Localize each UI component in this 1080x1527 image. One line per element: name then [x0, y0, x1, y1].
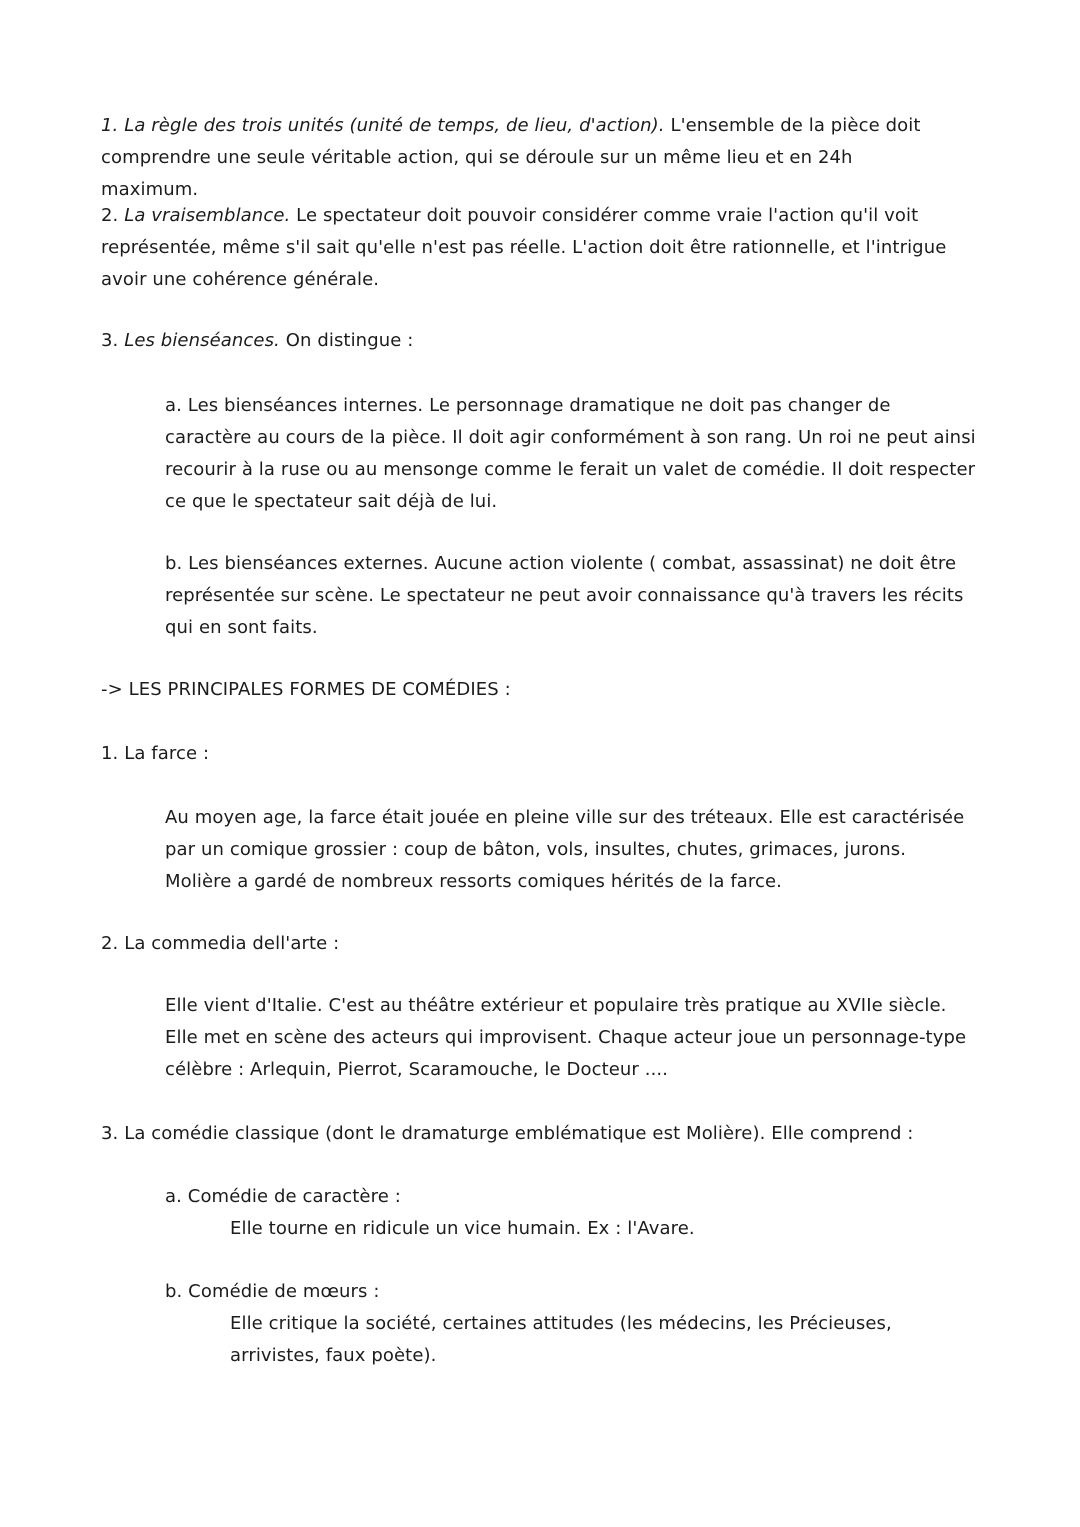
- bienseances-externes: [165, 548, 975, 644]
- rule-vraisemblance-title: La vraisemblance.: [124, 205, 291, 226]
- rule-vraisemblance-text: Le spectateur doit pouvoir considérer comme vraie l'action qu'il voit représentée, même s'il sait qu'elle n'est pas réelle. L'action doit être rationnelle, et l'intrigue avoir une cohérence générale.: [101, 205, 947, 290]
- rule-unites-text: L'ensemble de la pièce doit comprendre une seule véritable action, qui se déroule sur un même lieu et en 24h maximum.: [101, 115, 921, 200]
- moeurs-text: Elle critique la société, certaines attitudes (les médecins, les Précieuses, arrivistes, faux poète).: [230, 1313, 892, 1366]
- commedia-title: 2. La commedia dell'arte :: [101, 933, 340, 954]
- rule-vraisemblance-number: 2.: [101, 205, 119, 226]
- commedia-text: Elle vient d'Italie. C'est au théâtre extérieur et populaire très pratique au XVIIe siècle. Elle met en scène des acteurs qui improvisent. Chaque acteur joue un personnage-type célèbre : Arlequin, Pierrot, Scaramouche, le Docteur ....: [165, 995, 967, 1080]
- moeurs-label: b. Comédie de mœurs :: [165, 1281, 380, 1302]
- bienseances-externes-text: Aucune action violente ( combat, assassinat) ne doit être représentée sur scène. Le spectateur ne peut avoir connaissance qu'à travers les récits qui en sont faits.: [165, 553, 964, 638]
- rule-bienseances-title: Les bienséances.: [124, 330, 280, 351]
- comedies-heading: -> LES PRINCIPALES FORMES DE COMÉDIES :: [101, 679, 511, 700]
- rule-bienseances-text: On distingue :: [285, 330, 414, 351]
- bienseances-internes: [165, 390, 980, 518]
- rule-unites: [101, 110, 931, 206]
- bienseances-externes-label: b. Les bienséances externes.: [165, 553, 429, 574]
- farce-title: 1. La farce :: [101, 743, 210, 764]
- farce-text: Au moyen age, la farce était jouée en pleine ville sur des tréteaux. Elle est caractérisée par un comique grossier : coup de bâton, vols, insultes, chutes, grimaces, jurons. Molière a gardé de nombreux ressorts comiques hérités de la farce.: [165, 807, 965, 892]
- caractere-label: a. Comédie de caractère :: [165, 1186, 401, 1207]
- bienseances-internes-text: Le personnage dramatique ne doit pas changer de caractère au cours de la pièce. Il doit agir conformément à son rang. Un roi ne peut ainsi recourir à la ruse ou au mensonge comme le ferait un valet de comédie. Il doit respecter ce que le spectateur sait déjà de lui.: [165, 395, 976, 512]
- rule-unites-title: 1. La règle des trois unités (unité de temps, de lieu, d'action).: [101, 115, 665, 136]
- rule-bienseances: [101, 325, 981, 357]
- rule-vraisemblance: [101, 200, 981, 296]
- classique-title: 3. La comédie classique (dont le dramaturge emblématique est Molière). Elle comprend :: [101, 1123, 914, 1144]
- rule-bienseances-number: 3.: [101, 330, 119, 351]
- bienseances-internes-label: a. Les bienséances internes.: [165, 395, 424, 416]
- caractere-text: Elle tourne en ridicule un vice humain. Ex : l'Avare.: [230, 1218, 695, 1239]
